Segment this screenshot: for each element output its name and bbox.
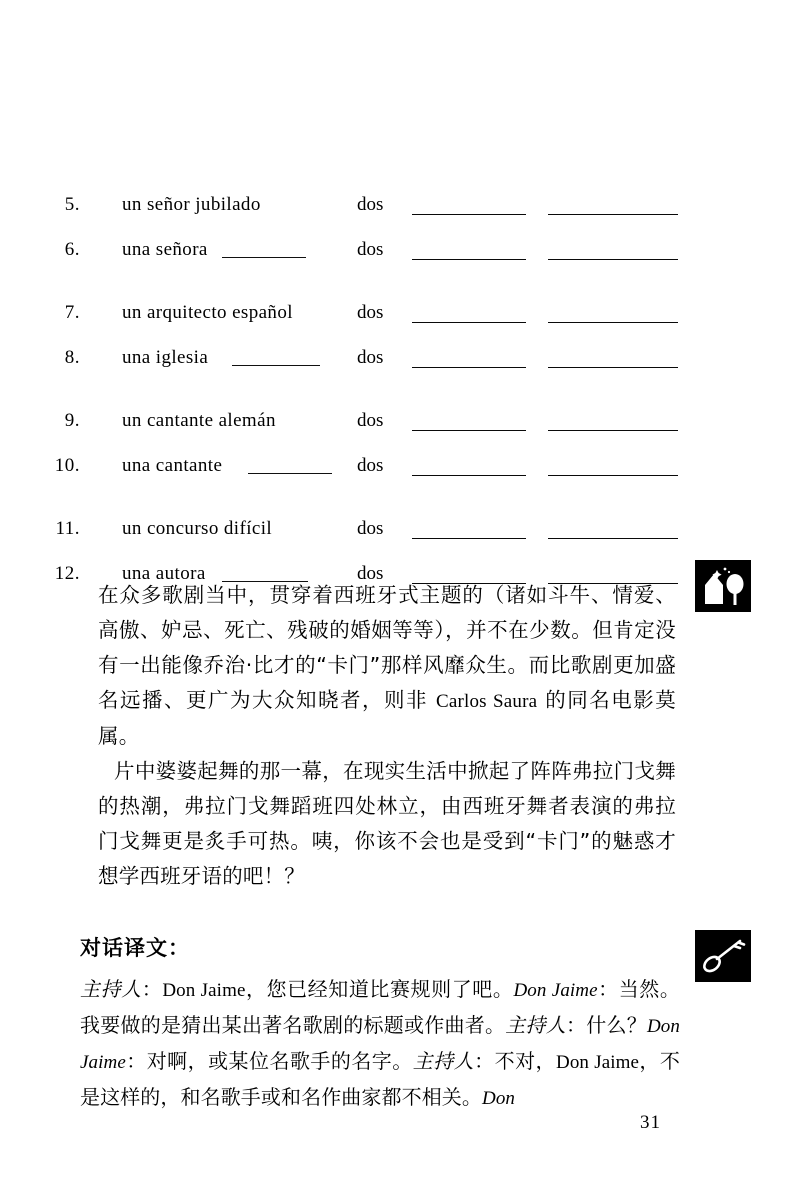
answer-blank-2[interactable] xyxy=(548,214,678,215)
exercise-plural-cue: dos xyxy=(357,347,384,368)
exercise-group xyxy=(0,398,798,488)
exercise-item-number: 10. xyxy=(54,455,80,476)
answer-blank-2[interactable] xyxy=(548,259,678,260)
answer-blank-2[interactable] xyxy=(548,430,678,431)
dialogue-latin-italic-run: Don Jaime xyxy=(513,980,598,1001)
exercise-group xyxy=(0,290,798,380)
exercise-plural-cue: dos xyxy=(357,410,384,431)
exercise-plural-cue: dos xyxy=(357,563,384,584)
reading-paragraph-1-part-a: 在众多歌剧当中，贯穿着西班牙式主题的（诸如斗牛、情爱、高傲、妒忌、死亡、残破的婚姻等等），并不在少数。但肯定没有一出能像乔治·比才的“卡门”那样风靡众生。而比歌剧更加盛名远播、更广为大众知晓者，则非 xyxy=(98,583,676,712)
exercise-item-number: 7. xyxy=(64,302,80,323)
dialogue-text-run: ：当然。我要做的是猜出某出著名歌剧的标题或作曲者。 xyxy=(80,977,680,1037)
exercise-row xyxy=(0,182,798,227)
exercise-item-text: una cantante xyxy=(122,455,223,476)
dialogue-text-run: ：对啊，或某位名歌手的名字。 xyxy=(125,1049,413,1073)
dialogue-text-run: ：不对， xyxy=(474,1049,556,1073)
exercise-row xyxy=(0,398,798,443)
inline-answer-blank[interactable] xyxy=(222,257,306,258)
exercise-plural-cue: dos xyxy=(357,239,384,260)
dialogue-section-heading: 对话译文： xyxy=(80,936,190,960)
reading-paragraph-1 xyxy=(98,578,676,754)
dialogue-text-run: ： xyxy=(141,977,163,1001)
exercise-plural-cue: dos xyxy=(357,302,384,323)
reading-paragraph-1-latin: Carlos Saura xyxy=(435,691,538,712)
exercise-item-text: un arquitecto español xyxy=(122,302,293,323)
dialogue-latin-italic-run: Don Jaime xyxy=(80,1016,680,1073)
dialogue-text-run: ，您已经知道比赛规则了吧。 xyxy=(245,977,514,1001)
answer-blank-2[interactable] xyxy=(548,475,678,476)
exercise-plural-cue: dos xyxy=(357,518,384,539)
exercise-item-number: 8. xyxy=(64,347,80,368)
house-and-tree-icon xyxy=(695,560,751,612)
answer-blank-1[interactable] xyxy=(412,259,526,260)
exercise-plural-cue: dos xyxy=(357,455,384,476)
inline-answer-blank[interactable] xyxy=(232,365,320,366)
exercise-item-number: 12. xyxy=(54,563,80,584)
dialogue-latin-run: Don Jaime xyxy=(162,980,246,1001)
exercise-item-number: 9. xyxy=(64,410,80,431)
exercise-item-text: un concurso difícil xyxy=(122,518,273,539)
reading-paragraph-2: 片中婆婆起舞的那一幕，在现实生活中掀起了阵阵弗拉门戈舞的热潮，弗拉门戈舞蹈班四处林立，由西班牙舞者表演的弗拉门戈舞更是炙手可热。咦，你该不会也是受到“卡门”的魅惑才想学西班牙语的吧！？ xyxy=(98,759,676,888)
reading-passage xyxy=(98,578,676,894)
exercise-item-number: 5. xyxy=(64,194,80,215)
answer-blank-1[interactable] xyxy=(412,538,526,539)
exercise-item-text: un cantante alemán xyxy=(122,410,276,431)
exercise-row xyxy=(0,227,798,272)
exercise-item-text: una autora xyxy=(122,563,206,584)
answer-blank-1[interactable] xyxy=(412,322,526,323)
exercise-row xyxy=(0,506,798,551)
dialogue-translation-body xyxy=(80,972,680,1116)
dialogue-speaker-label: 主持人 xyxy=(80,977,142,1001)
answer-blank-2[interactable] xyxy=(548,367,678,368)
key-icon xyxy=(695,930,751,982)
exercise-row xyxy=(0,290,798,335)
answer-blank-2[interactable] xyxy=(548,322,678,323)
dialogue-latin-run: Don Jaime xyxy=(556,1052,640,1073)
page-number: 31 xyxy=(640,1112,661,1133)
inline-answer-blank[interactable] xyxy=(248,473,332,474)
exercise-group xyxy=(0,182,798,272)
answer-blank-2[interactable] xyxy=(548,538,678,539)
answer-blank-1[interactable] xyxy=(412,475,526,476)
dialogue-speaker-label: 主持人 xyxy=(412,1049,475,1073)
dialogue-latin-italic-run: Don xyxy=(482,1088,516,1109)
exercise-item-text: una iglesia xyxy=(122,347,209,368)
dialogue-text-run: ，不是这样的，和名歌手或和名作曲家都不相关。 xyxy=(80,1049,680,1109)
exercise-item-text: un señor jubilado xyxy=(122,194,261,215)
exercise-item-text: una señora xyxy=(122,239,208,260)
exercise-row xyxy=(0,335,798,380)
exercise-row xyxy=(0,443,798,488)
dialogue-speaker-label: 主持人 xyxy=(505,1013,566,1037)
exercise-item-number: 11. xyxy=(55,518,80,539)
dialogue-text-run: ：什么？ xyxy=(565,1013,647,1037)
answer-blank-1[interactable] xyxy=(412,214,526,215)
answer-blank-1[interactable] xyxy=(412,430,526,431)
answer-blank-1[interactable] xyxy=(412,367,526,368)
reading-paragraph-1-part-b: 的同名电影莫属。 xyxy=(98,688,676,748)
exercise-plural-cue: dos xyxy=(357,194,384,215)
exercise-item-number: 6. xyxy=(64,239,80,260)
